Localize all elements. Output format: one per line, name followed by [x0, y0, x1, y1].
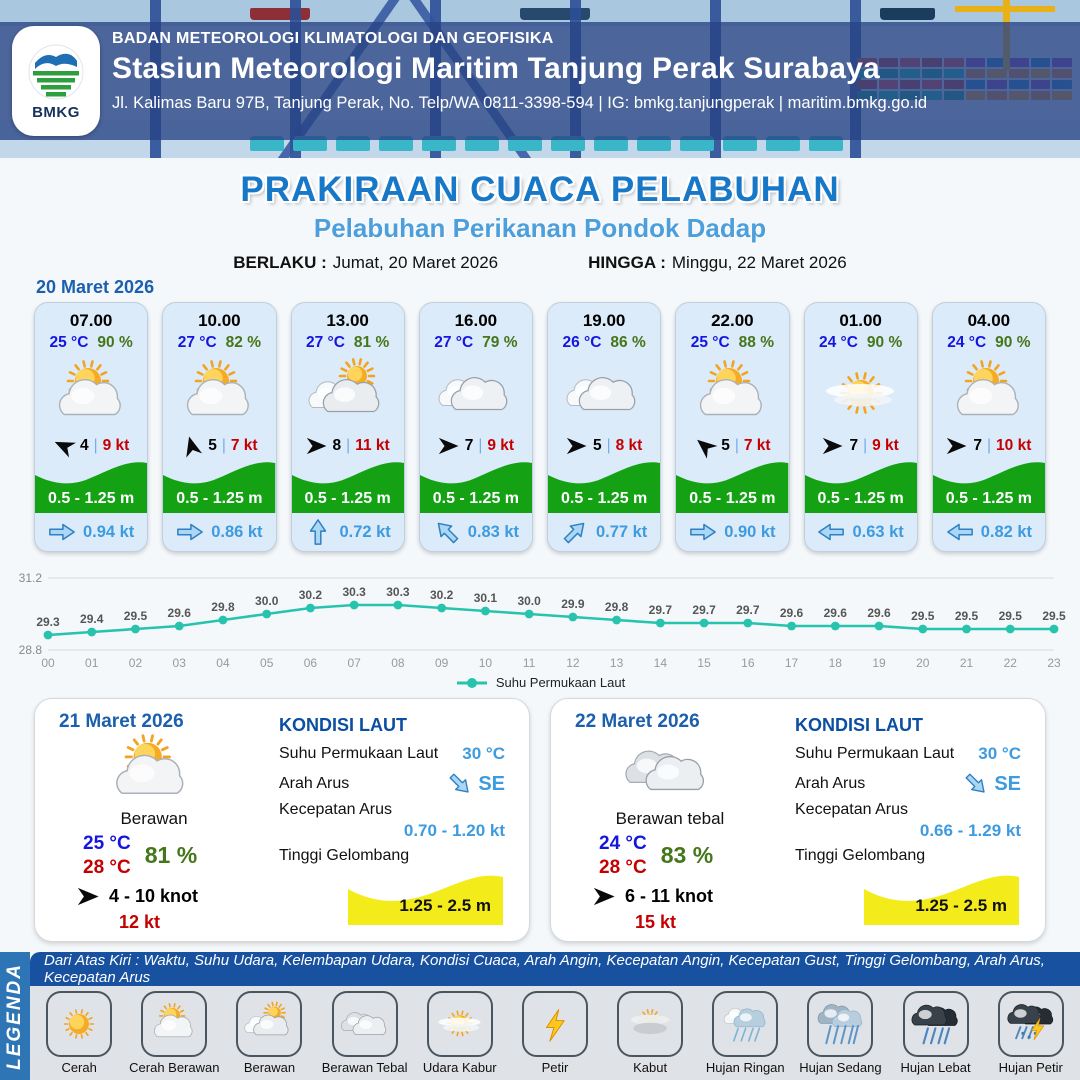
- svg-text:28.8: 28.8: [18, 643, 42, 657]
- sea-current-speed: 0.70 - 1.20 kt: [403, 821, 505, 840]
- svg-text:29.5: 29.5: [954, 609, 979, 623]
- sst-value: 30 °C: [978, 744, 1021, 763]
- legend-icon-box: [332, 991, 398, 1057]
- wind-separator: |: [478, 437, 483, 454]
- forecast-card: [34, 302, 148, 552]
- sea-current-direction: SE: [478, 772, 505, 795]
- chart-legend-label: Suhu Permukaan Laut: [495, 675, 626, 690]
- svg-text:00: 00: [41, 656, 55, 670]
- weather-icon: [431, 355, 521, 433]
- day-temp-max: 28 °C: [599, 856, 647, 878]
- weather-icon: [559, 355, 649, 433]
- forecast-time: 01.00: [839, 311, 882, 330]
- day-gust-speed: 15 kt: [635, 911, 677, 932]
- valid-from-value: Jumat, 20 Maret 2026: [332, 253, 499, 272]
- legend-item: [414, 991, 506, 1080]
- legend-note: Dari Atas Kiri : Waktu, Suhu Udara, Kelembapan Udara, Kondisi Cuaca, Arah Angin, Kecepatan Angin, Kecepatan Gust, Tinggi Gelombang, Arah Arus, Kecepatan Arus: [30, 952, 1080, 986]
- legend-item: [319, 991, 411, 1080]
- forecast-time: 10.00: [198, 311, 241, 330]
- legend-item-label: Hujan Lebat: [900, 1060, 971, 1075]
- sea-wave-height: 1.25 - 2.5 m: [399, 896, 491, 915]
- day-wind-direction-icon: [593, 887, 617, 906]
- svg-text:29.7: 29.7: [648, 603, 673, 617]
- wind-speed: 7: [973, 437, 982, 454]
- svg-text:29.7: 29.7: [736, 603, 760, 617]
- current-speed: 0.94 kt: [82, 522, 135, 541]
- air-temperature: 24 °C: [947, 334, 987, 351]
- legend-item: [33, 991, 125, 1080]
- current-speed-label: Kecepatan Arus: [795, 801, 908, 818]
- svg-text:11: 11: [522, 656, 536, 670]
- wind-direction-icon: [694, 437, 716, 455]
- bmkg-logo-text: BMKG: [32, 104, 80, 121]
- wind-speed: 5: [721, 437, 730, 454]
- svg-text:15: 15: [697, 656, 711, 670]
- bmkg-logo-icon: [25, 41, 87, 103]
- day-card: [550, 698, 1046, 942]
- legend-item-label: Kabut: [633, 1060, 668, 1075]
- wind-direction-icon: [566, 437, 588, 455]
- sst-label: Suhu Permukaan Laut: [795, 745, 955, 762]
- legend-weather-icon: [527, 996, 583, 1052]
- legend-weather-icon: [337, 996, 393, 1052]
- svg-text:29.5: 29.5: [911, 609, 935, 623]
- forecast-cards-row: [0, 302, 1080, 552]
- legend-icon-box: [46, 991, 112, 1057]
- gust-speed: 9 kt: [102, 437, 130, 454]
- legend-item: [985, 991, 1077, 1080]
- humidity: 90 %: [97, 334, 133, 351]
- humidity: 79 %: [482, 334, 518, 351]
- svg-text:13: 13: [609, 656, 624, 670]
- day-temp-max: 28 °C: [83, 856, 131, 878]
- day-card: [34, 698, 530, 942]
- current-speed: 0.90 kt: [724, 522, 776, 541]
- humidity: 86 %: [610, 334, 646, 351]
- svg-text:29.6: 29.6: [779, 606, 804, 620]
- svg-text:19: 19: [872, 656, 886, 670]
- weather-icon: [46, 355, 136, 433]
- current-direction-icon: [817, 522, 845, 542]
- wind-speed: 5: [208, 437, 217, 454]
- svg-text:30.0: 30.0: [255, 594, 279, 608]
- svg-text:12: 12: [566, 656, 580, 670]
- validity-row: [0, 253, 1080, 273]
- wave-height: 0.5 - 1.25 m: [304, 490, 391, 507]
- day-humidity: 83 %: [660, 842, 714, 869]
- current-speed: 0.86 kt: [211, 522, 263, 541]
- wind-separator: |: [221, 437, 226, 454]
- valid-to-label: HINGGA :: [588, 253, 666, 272]
- wind-direction-icon: [438, 437, 460, 455]
- forecast-time: 16.00: [454, 311, 498, 330]
- wind-separator: |: [987, 437, 992, 454]
- sea-conditions-title: KONDISI LAUT: [279, 715, 407, 735]
- legend-weather-icon: [241, 996, 297, 1052]
- weather-icon: [174, 355, 264, 433]
- legend-item-label: Berawan Tebal: [321, 1060, 408, 1075]
- legend-icon-box: [807, 991, 873, 1057]
- sea-wave-height: 1.25 - 2.5 m: [915, 896, 1007, 915]
- weather-icon: [303, 355, 393, 433]
- svg-text:18: 18: [828, 656, 842, 670]
- current-direction-icon: [689, 522, 717, 542]
- air-temperature: 26 °C: [562, 334, 602, 351]
- legend-item-label: Hujan Sedang: [799, 1060, 882, 1075]
- wind-speed: 7: [464, 437, 474, 454]
- wind-speed: 4: [79, 437, 89, 454]
- wind-speed: 5: [592, 437, 602, 454]
- wind-direction-icon: [53, 437, 75, 455]
- wave-height-label: Tinggi Gelombang: [279, 847, 410, 864]
- svg-text:22: 22: [1003, 656, 1017, 670]
- svg-text:01: 01: [85, 656, 99, 670]
- wind-separator: |: [346, 437, 351, 454]
- gust-speed: 11 kt: [355, 437, 390, 454]
- legend-weather-icon: [908, 996, 964, 1052]
- air-temperature: 25 °C: [690, 334, 730, 351]
- legend-item: [890, 991, 982, 1080]
- forecast-time: 19.00: [582, 311, 626, 330]
- current-speed: 0.77 kt: [595, 522, 648, 541]
- wave-height: 0.5 - 1.25 m: [817, 490, 904, 507]
- svg-text:17: 17: [784, 656, 799, 670]
- legend-item-label: Hujan Petir: [998, 1060, 1063, 1075]
- wind-direction-icon: [181, 437, 203, 455]
- svg-text:29.6: 29.6: [167, 606, 191, 620]
- sst-label: Suhu Permukaan Laut: [279, 745, 439, 762]
- forecast-date: 20 Maret 2026: [36, 277, 155, 297]
- day-condition: Berawan tebal: [615, 809, 725, 828]
- day-date: 22 Maret 2026: [575, 711, 700, 732]
- sst-value: 30 °C: [462, 744, 505, 763]
- forecast-card: [291, 302, 405, 552]
- forecast-card: [419, 302, 533, 552]
- svg-text:29.6: 29.6: [867, 606, 891, 620]
- day-wind-speed: 6 - 11 knot: [625, 885, 714, 906]
- svg-text:04: 04: [216, 656, 230, 670]
- legend-icon-box: [903, 991, 969, 1057]
- svg-text:29.4: 29.4: [80, 612, 104, 626]
- weather-icon: [944, 355, 1034, 433]
- gust-speed: 9 kt: [487, 437, 515, 454]
- legend-icon-box: [998, 991, 1064, 1057]
- legend-weather-icon: [432, 996, 488, 1052]
- svg-text:30.1: 30.1: [473, 591, 498, 605]
- legend-item: [128, 991, 220, 1080]
- current-speed: 0.72 kt: [339, 522, 391, 541]
- sea-current-speed: 0.66 - 1.29 kt: [919, 821, 1021, 840]
- legend-section: [0, 952, 1080, 1080]
- forecast-card: [547, 302, 661, 552]
- legend-item-label: Udara Kabur: [422, 1060, 497, 1075]
- day-temp-min: 24 °C: [599, 833, 647, 854]
- ship-illustration: [250, 8, 310, 20]
- svg-text:07: 07: [347, 656, 361, 670]
- legend-item-label: Petir: [541, 1060, 569, 1075]
- wave-height: 0.5 - 1.25 m: [560, 490, 648, 507]
- svg-text:30.3: 30.3: [386, 585, 410, 599]
- legend-icon-box: [712, 991, 778, 1057]
- current-direction-icon: [561, 522, 589, 542]
- wave-height: 0.5 - 1.25 m: [432, 490, 520, 507]
- svg-text:06: 06: [303, 656, 318, 670]
- humidity: 81 %: [353, 334, 390, 351]
- wave-height-shape: [348, 865, 503, 925]
- gust-speed: 9 kt: [872, 437, 899, 454]
- air-temperature: 27 °C: [177, 334, 217, 351]
- forecast-card: [804, 302, 918, 552]
- day-wind-speed: 4 - 10 knot: [109, 885, 199, 906]
- air-temperature: 25 °C: [49, 334, 89, 351]
- current-speed: 0.63 kt: [852, 522, 904, 541]
- wind-separator: |: [93, 437, 98, 454]
- wave-height-shape: [864, 865, 1019, 925]
- wind-separator: |: [606, 437, 611, 454]
- day-humidity: 81 %: [144, 842, 198, 869]
- svg-text:29.5: 29.5: [998, 609, 1022, 623]
- wind-direction-icon: [306, 437, 328, 455]
- svg-text:30.3: 30.3: [342, 585, 366, 599]
- humidity: 90 %: [866, 334, 903, 351]
- legend-weather-icon: [1003, 996, 1059, 1052]
- legend-title: LEGENDA: [4, 962, 25, 1070]
- forecast-time: 13.00: [326, 311, 369, 330]
- current-speed: 0.83 kt: [467, 522, 520, 541]
- agency-name: BADAN METEOROLOGI KLIMATOLOGI DAN GEOFISIKA: [112, 30, 554, 47]
- svg-text:30.2: 30.2: [298, 588, 323, 602]
- current-direction-icon: [433, 522, 461, 542]
- svg-text:03: 03: [172, 656, 186, 670]
- svg-text:29.5: 29.5: [1042, 609, 1066, 623]
- air-temperature: 27 °C: [305, 334, 345, 351]
- wave-height: 0.5 - 1.25 m: [176, 490, 263, 507]
- humidity: 88 %: [738, 334, 775, 351]
- svg-text:29.3: 29.3: [36, 615, 60, 629]
- day-condition: Berawan: [120, 809, 188, 828]
- svg-text:10: 10: [478, 656, 493, 670]
- svg-text:29.6: 29.6: [823, 606, 847, 620]
- wind-direction-icon: [822, 437, 844, 455]
- svg-text:09: 09: [434, 656, 449, 670]
- svg-text:20: 20: [916, 656, 930, 670]
- legend-item-label: Cerah Berawan: [129, 1060, 220, 1075]
- chart-legend-marker: [455, 677, 489, 689]
- wave-height: 0.5 - 1.25 m: [47, 490, 135, 507]
- day-date: 21 Maret 2026: [59, 711, 184, 732]
- gust-speed: 10 kt: [996, 437, 1032, 454]
- wind-separator: |: [734, 437, 739, 454]
- gust-speed: 7 kt: [743, 437, 771, 454]
- legend-item: [699, 991, 791, 1080]
- legend-icon-box: [522, 991, 588, 1057]
- gust-speed: 8 kt: [615, 437, 643, 454]
- day-temp-min: 25 °C: [83, 833, 131, 854]
- page-title: PRAKIRAAN CUACA PELABUHAN: [240, 170, 840, 209]
- station-name: Stasiun Meteorologi Maritim Tanjung Perak Surabaya: [112, 52, 880, 85]
- legend-item: [794, 991, 886, 1080]
- wave-height-label: Tinggi Gelombang: [795, 847, 926, 864]
- humidity: 82 %: [225, 334, 262, 351]
- day-cards-row: [0, 698, 1080, 942]
- valid-to-value: Minggu, 22 Maret 2026: [671, 253, 847, 272]
- sst-chart: [0, 562, 1080, 679]
- ship-illustration: [880, 8, 935, 20]
- svg-text:02: 02: [128, 656, 143, 670]
- legend-item: [509, 991, 601, 1080]
- day-weather-icon: [101, 733, 201, 809]
- forecast-card: [932, 302, 1046, 552]
- forecast-time: 07.00: [69, 311, 113, 330]
- wave-height: 0.5 - 1.25 m: [945, 490, 1033, 507]
- svg-text:29.8: 29.8: [211, 600, 235, 614]
- legend-icon-box: [236, 991, 302, 1057]
- day-gust-speed: 12 kt: [119, 911, 161, 932]
- valid-from-label: BERLAKU :: [233, 253, 327, 272]
- bmkg-logo: [12, 26, 100, 136]
- current-direction-icon: [48, 522, 76, 542]
- forecast-card: [162, 302, 276, 552]
- svg-text:29.7: 29.7: [692, 603, 716, 617]
- air-temperature: 24 °C: [818, 334, 858, 351]
- sea-current-direction-icon: [447, 771, 473, 797]
- svg-text:29.9: 29.9: [561, 597, 585, 611]
- sea-current-direction-icon: [963, 771, 989, 797]
- current-direction-label: Arah Arus: [795, 775, 866, 792]
- forecast-time: 22.00: [711, 311, 754, 330]
- wind-direction-icon: [946, 437, 968, 455]
- air-temperature: 27 °C: [434, 334, 474, 351]
- page-subtitle: Pelabuhan Perikanan Pondok Dadap: [313, 213, 767, 243]
- sea-conditions-title: KONDISI LAUT: [795, 715, 923, 735]
- forecast-time: 04.00: [967, 311, 1011, 330]
- weather-icon: [816, 355, 906, 433]
- header: [0, 0, 1080, 158]
- day-wind-direction-icon: [77, 887, 101, 906]
- svg-text:30.0: 30.0: [517, 594, 541, 608]
- legend-item-label: Cerah: [61, 1060, 97, 1075]
- svg-text:21: 21: [959, 656, 974, 670]
- legend-icons-row: [30, 986, 1080, 1080]
- legend-weather-icon: [146, 996, 202, 1052]
- current-direction-icon: [304, 522, 332, 542]
- svg-text:29.8: 29.8: [604, 600, 629, 614]
- forecast-card: [675, 302, 789, 552]
- current-direction-label: Arah Arus: [279, 775, 350, 792]
- legend-item-label: Berawan: [243, 1060, 296, 1075]
- sea-current-direction: SE: [994, 772, 1021, 795]
- current-direction-icon: [176, 522, 204, 542]
- legend-weather-icon: [622, 996, 678, 1052]
- legend-icon-box: [427, 991, 493, 1057]
- legend-icon-box: [617, 991, 683, 1057]
- legend-item-label: Hujan Ringan: [705, 1060, 785, 1075]
- legend-weather-icon: [812, 996, 868, 1052]
- svg-text:16: 16: [741, 656, 755, 670]
- current-direction-icon: [946, 522, 974, 542]
- svg-text:29.5: 29.5: [123, 609, 148, 623]
- svg-text:14: 14: [653, 656, 668, 670]
- svg-text:31.2: 31.2: [18, 571, 42, 585]
- weather-icon: [687, 355, 777, 433]
- svg-text:30.2: 30.2: [429, 588, 454, 602]
- wind-separator: |: [863, 437, 868, 454]
- wind-speed: 7: [849, 437, 859, 454]
- legend-side-bar: [0, 952, 30, 1080]
- svg-text:05: 05: [260, 656, 274, 670]
- legend-item: [604, 991, 696, 1080]
- svg-text:23: 23: [1047, 656, 1061, 670]
- gust-speed: 7 kt: [230, 437, 258, 454]
- wave-height: 0.5 - 1.25 m: [689, 490, 776, 507]
- current-speed-label: Kecepatan Arus: [279, 801, 392, 818]
- legend-item: [223, 991, 315, 1080]
- wind-speed: 8: [332, 437, 342, 454]
- legend-weather-icon: [51, 996, 107, 1052]
- station-address: Jl. Kalimas Baru 97B, Tanjung Perak, No. Telp/WA 0811-3398-594 | IG: bmkg.tanjungperak | maritim.bmkg.go.id: [112, 94, 928, 112]
- legend-icon-box: [141, 991, 207, 1057]
- legend-weather-icon: [717, 996, 773, 1052]
- humidity: 90 %: [995, 334, 1031, 351]
- current-speed: 0.82 kt: [980, 522, 1033, 541]
- svg-text:08: 08: [391, 656, 405, 670]
- day-weather-icon: [617, 733, 717, 809]
